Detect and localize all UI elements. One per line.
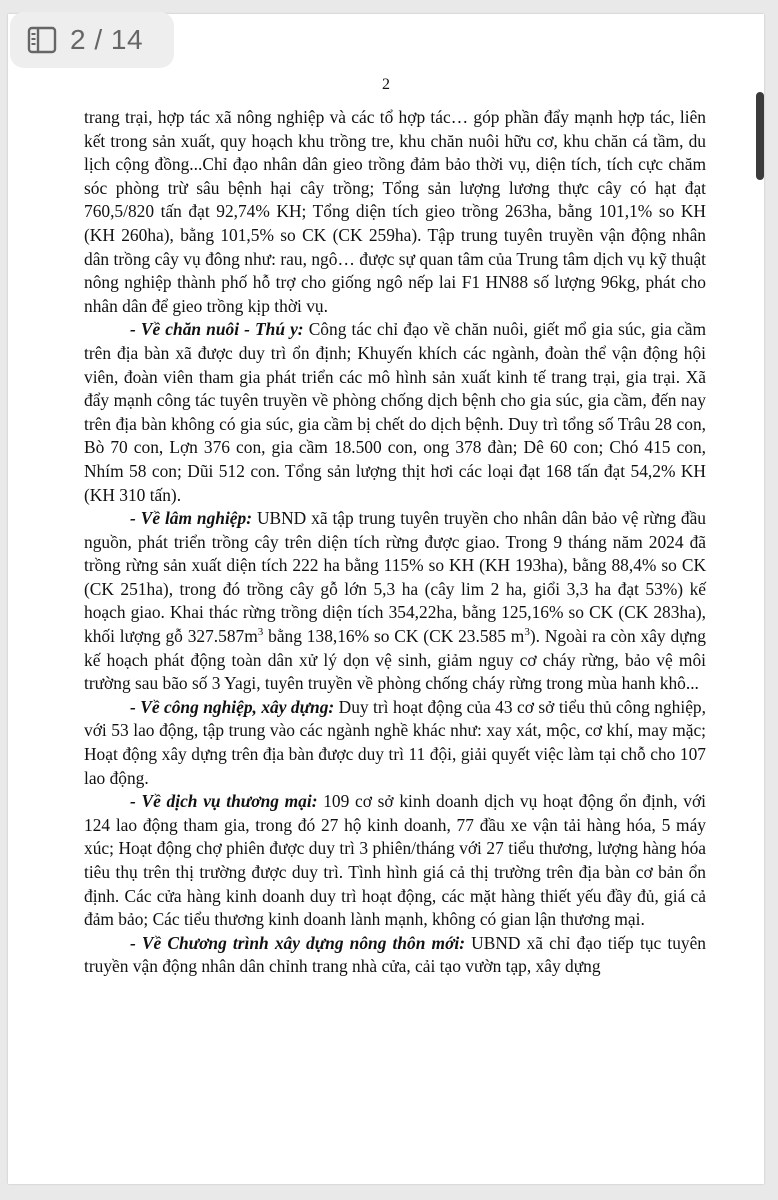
cubic-superscript-1: 3 (257, 626, 264, 639)
forestry-paragraph (84, 507, 706, 696)
page-number: 2 (382, 76, 390, 93)
rural-heading: - Về Chương trình xây dựng nông thôn mới: (130, 932, 466, 953)
intro-paragraph: trang trại, hợp tác xã nông nghiệp và các tổ hợp tác… góp phần đẩy mạnh hợp tác, liên kết trong sản xuất, quy hoạch khu trồng tre, khu chăn nuôi hữu cơ, khu chăn cá tầm, du lịch cộng đồng...Chỉ đạo nhân dân gieo trồng đảm bảo thời vụ, diện tích, tích cực chăm sóc phòng trừ sâu bệnh hại cây trồng; Tổng sản lượng lương thực cây có hạt đạt 760,5/820 tấn đạt 92,74% KH; Tổng diện tích gieo trồng 263ha, bằng 101,1% so KH (KH 260ha), bằng 101,5% so CK (CK 259ha). Tập trung tuyên truyền vận động nhân dân trồng cây vụ đông như: rau, ngô… được sự quan tâm của Trung tâm dịch vụ kỹ thuật nông nghiệp thành phố hỗ trợ cho giống ngô nếp lai F1 HN88 số lượng 96kg, phát cho nhân dân để gieo trồng kịp thời vụ. (84, 107, 706, 316)
rural-body: UBND xã chỉ đạo tiếp tục tuyên truyền vận động nhân dân chỉnh trang nhà cửa, cải tạo vườn tạp, xây dựng (84, 932, 706, 977)
industry-body: Duy trì hoạt động của 43 cơ sở tiểu thủ công nghiệp, với 53 lao động, tập trung vào các ngành nghề khác như: xay xát, mộc, cơ khí, may mặc; Hoạt động xây dựng trên địa bàn được duy trì 11 đội, giải quyết việc làm tại chỗ cho 107 lao động. (84, 696, 706, 788)
forestry-body-2: bằng 138,16% so CK (CK 23.585 m (263, 626, 525, 647)
cubic-superscript-2: 3 (524, 626, 530, 639)
forestry-body-3: ). Ngoài ra còn xây dựng kế hoạch phát động toàn dân xử lý dọn vệ sinh, giảm nguy cơ cháy rừng, bảo vệ môi trường sau bão số 3 Yagi, tuyên truyền về phòng chống cháy rừng trong mùa hanh khô... (84, 626, 706, 694)
trade-paragraph (84, 790, 706, 932)
trade-heading: - Về dịch vụ thương mại: (130, 791, 318, 812)
document-page (8, 14, 764, 1184)
livestock-heading: - Về chăn nuôi - Thú y: (130, 319, 304, 340)
document-body (84, 106, 706, 979)
forestry-heading: - Về lâm nghiệp: (130, 508, 253, 529)
forestry-body-1: UBND xã tập trung tuyên truyền cho nhân dân bảo vệ rừng đầu nguồn, phát triển trồng cây trên diện tích rừng được giao. Trong 9 tháng năm 2024 đã trồng rừng sản xuất diện tích 222 ha bằng 115% so KH (KH 193ha), bằng 88,4% so CK (CK 251ha), trong đó trồng cây gỗ lớn 5,3 ha (cây lim 2 ha, giổi 3,3 ha đạt 53%) kế hoạch giao. Khai thác rừng trồng diện tích 354,22ha, bằng 125,16% so CK (CK 283ha), khối lượng gỗ 327.587m (84, 508, 706, 647)
industry-heading: - Về công nghiệp, xây dựng: (130, 696, 335, 717)
industry-paragraph (84, 696, 706, 790)
livestock-body: Công tác chỉ đạo về chăn nuôi, giết mổ gia súc, gia cầm trên địa bàn xã được duy trì ổn định; Khuyến khích các ngành, đoàn thể vận động hội viên, đoàn viên tham gia phát triển các mô hình sản xuất kinh tế trang trại, gia trại. Xã đẩy mạnh công tác tuyên truyền về phòng chống dịch bệnh cho gia súc, gia cầm, đến nay trên địa bàn không có gia súc, gia cầm bị chết do dịch bệnh. Duy trì tổng số Trâu 28 con, Bò 70 con, Lợn 376 con, gia cầm 18.500 con, ong 378 đàn; Dê 60 con; Chó 415 con, Nhím 58 con; Dũi 512 con. Tổng sản lượng thịt hơi các loại đạt 168 tấn đạt 54,2% KH (KH 310 tấn). (84, 319, 707, 505)
book-sidebar-icon (26, 24, 58, 56)
page-indicator[interactable] (10, 12, 174, 68)
trade-body: 109 cơ sở kinh doanh dịch vụ hoạt động ổn định, với 124 lao động tham gia, trong đó 27 hộ kinh doanh, 77 đầu xe vận tải hàng hóa, 5 máy xúc; Hoạt động chợ phiên được duy trì 3 phiên/tháng với 27 tiểu thương, lượng hàng hóa tiêu thụ trên thị trường được duy trì. Tình hình giá cả thị trường trên địa bàn cơ bản ổn định. Các cửa hàng kinh doanh duy trì hoạt động, các mặt hàng thiết yếu đầy đủ, giá cả đảm bảo; Các tiểu thương kinh doanh lành mạnh, không có gian lận thương mại. (84, 791, 706, 930)
scrollbar-thumb[interactable] (756, 92, 764, 180)
rural-paragraph (84, 932, 706, 979)
page-indicator-text: 2 / 14 (70, 24, 144, 55)
livestock-paragraph (84, 318, 706, 507)
